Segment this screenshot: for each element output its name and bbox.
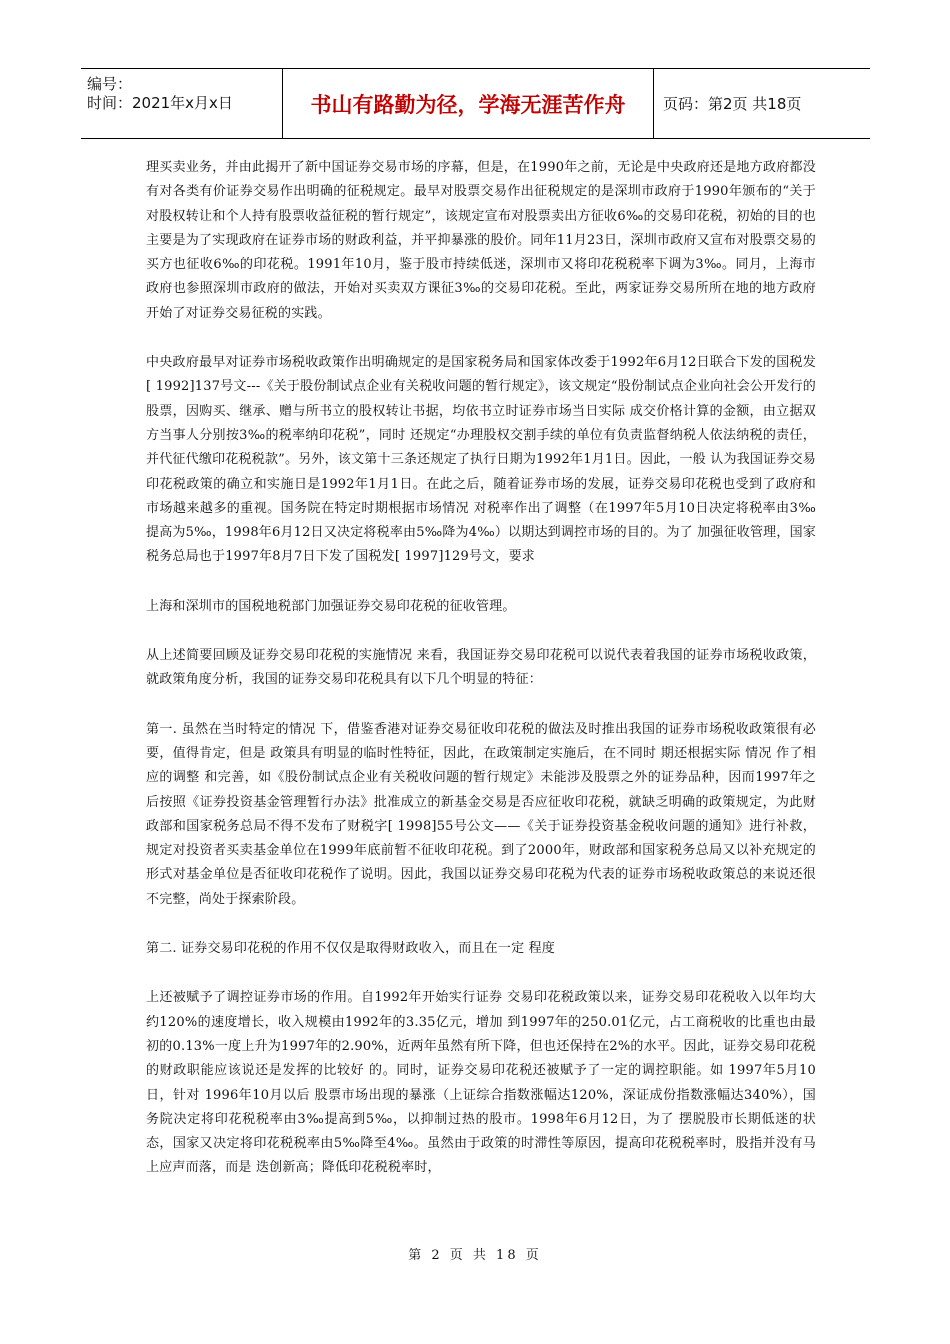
page-footer: 第 2 页 共 18 页	[408, 1248, 542, 1263]
paragraph: 上还被赋予了调控证券市场的作用。自1992年开始实行证券 交易印花税政策以来，证券交易印花税收入以年均大约120%的速度增长，收入规模由1992年的3.35亿元，增加 到1997年的250.01亿元，占工商税收的比重也由最初的0.13%一度上升为1997年的2.90%，近两年虽然有所下降，但也还保持在2%的水平。因此，证券交易印花税的财政职能应该说还是发挥的比较好 的。同时，证券交易印花税还被赋予了一定的调控职能。如 1997年5月10日，针对 1996年10月以后 股票市场出现的暴涨（上证综合指数涨幅达120%，深证成份指数涨幅达340%），国务院决定将印花税税率由3‰提高到5‰，以抑制过热的股市。1998年6月12日，为了 摆脱股市长期低迷的状态，国家又决定将印花税税率由5‰降至4‰。虽然由于政策的时滞性等原因，提高印花税税率时，股指并没有马上应声而落，而是 迭创新高；降低印花税税率时，	[146, 990, 816, 1176]
paragraph: 第一. 虽然在当时特定的情况 下，借鉴香港对证券交易征收印花税的做法及时推出我国的证券市场税收政策很有必要，值得肯定，但是 政策具有明显的临时性特征，因此，在政策制定实施后，在不同时 期还根据实际 情况 作了相应的调整 和完善，如《股份制试点企业有关税收问题的暂行规定》未能涉及股票之外的证券品种，因而1997年之后按照《证券投资基金管理暂行办法》批准成立的新基金交易是否应征收印花税，就缺乏明确的政策规定，为此财政部和国家税务总局不得不发布了财税字[ 1998]55号公文——《关于证券投资基金税收问题的通知》进行补救，规定对投资者买卖基金单位在1999年底前暂不征收印花税。到了2000年，财政部和国家税务总局又以补充规定的形式对基金单位是否征收印花税作了说明。因此，我国以证券交易印花税为代表的证券市场税收政策总的来说还很不完整，尚处于探索阶段。	[146, 721, 816, 907]
paragraph: 理买卖业务，并由此揭开了新中国证券交易市场的序幕，但是，在1990年之前，无论是中央政府还是地方政府都没有对各类有价证券交易作出明确的征税规定。最早对股票交易作出征税规定的是深圳市政府于1990年颁布的“关于对股权转让和个人持有股票收益征税的暂行规定”，该规定宣布对股票卖出方征收6‰的交易印花税，初始的目的也主要是为了实现政府在证券市场的财政利益，并平抑暴涨的股价。同年11月23日，深圳市政府又宣布对股票交易的买方也征收6‰的印花税。1991年10月，鉴于股市持续低迷，深圳市又将印花税税率下调为3‰。同月，上海市政府也参照深圳市政府的做法，开始对买卖双方课征3‰的交易印花税。至此，两家证券交易所所在地的地方政府开始了对证券交易征税的实践。	[146, 160, 816, 321]
header-motto: 书山有路勤为径，学海无涯苦作舟	[282, 69, 654, 138]
paragraph: 上海和深圳市的国税地税部门加强证券交易印花税的征收管理。	[146, 598, 516, 614]
document-time: 时间：2021年x月x日	[87, 94, 233, 112]
page-header	[81, 68, 870, 139]
paragraph: 中央政府最早对证券市场税收政策作出明确规定的是国家税务局和国家体改委于1992年6月12日联合下发的国税发[ 1992]137号文---《关于股份制试点企业有关税收问题的暂行规定》，该文规定“股份制试点企业向社会公开发行的股票，因购买、继承、赠与所书立的股权转让书据，均依书立时证券市场当日实际 成交价格计算的金额，由立据双方当事人分别按3‰的税率纳印花税”，同时 还规定“办理股权交割手续的单位有负责监督纳税人依法纳税的责任，并代征代缴印花税税款”。另外，该文第十三条还规定了执行日期为1992年1月1日。因此，一般 认为我国证券交易印花税政策的确立和实施日是1992年1月1日。在此之后，随着证券市场的发展，证券交易印花税也受到了政府和市场越来越多的重视。国务院在特定时期根据市场情况 对税率作出了调整（在1997年5月10日决定将税率由3‰提高为5‰，1998年6月12日又决定将税率由5‰降为4‰）以期达到调控市场的目的。为了 加强征收管理，国家税务总局也于1997年8月7日下发了国税发[ 1997]129号文，要求	[146, 355, 816, 565]
document-number: 编号：	[87, 75, 133, 93]
document-body	[146, 156, 816, 1206]
header-meta	[81, 69, 281, 144]
paragraph: 第二. 证券交易印花税的作用不仅仅是取得财政收入，而且在一定 程度	[146, 941, 555, 957]
paragraph: 从上述简要回顾及证券交易印花税的实施情况 来看，我国证券交易印花税可以说代表着我国的证券市场税收政策，就政策角度分析，我国的证券交易印花税具有以下几个明显的特征：	[146, 648, 816, 688]
header-page-number: 页码：第2页 共18页	[663, 95, 802, 113]
